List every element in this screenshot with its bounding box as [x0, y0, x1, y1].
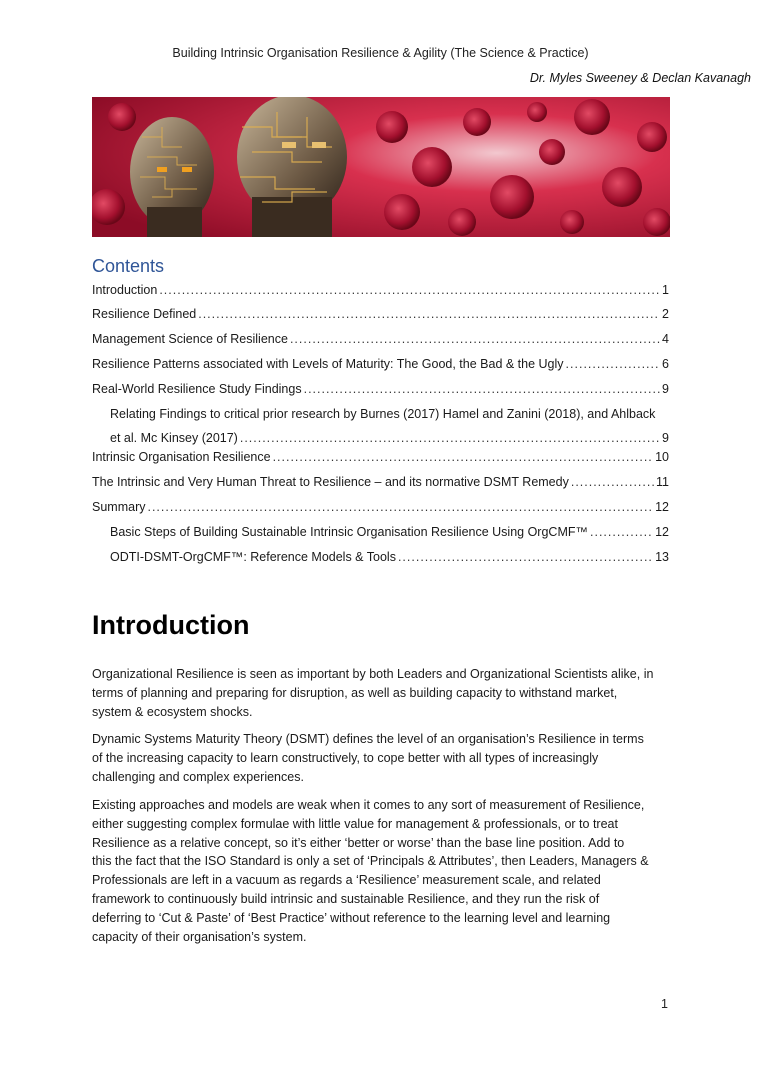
toc-entry-page: 12 [655, 525, 669, 539]
toc-entry-page: 2 [662, 307, 669, 321]
paragraph-line: this the fact that the ISO Standard is only a set of ‘Principals & Attributes’, then Leaders, Managers & [92, 854, 649, 869]
toc-entry-page: 12 [655, 500, 669, 514]
toc-entry-introduction[interactable] [92, 281, 669, 299]
toc-entry-resilience-defined[interactable] [92, 305, 669, 323]
toc-entry-text-line1: Relating Findings to critical prior research by Burnes (2017) Hamel and Zanini (2018), and Ahlback [110, 407, 656, 421]
toc-entry-text: Basic Steps of Building Sustainable Intrinsic Organisation Resilience Using OrgCMF™ [110, 525, 588, 539]
toc-entry-basic-steps[interactable] [110, 523, 669, 541]
toc-entry-resilience-patterns[interactable] [92, 355, 669, 373]
toc-leader-dots [571, 473, 654, 491]
toc-leader-dots [147, 498, 653, 516]
toc-entry-text: et al. Mc Kinsey (2017) [110, 431, 238, 445]
paragraph-line: deferring to ‘Cut & Paste’ of ‘Best Practice’ without reference to the learning level and learning [92, 910, 611, 925]
toc-leader-dots [398, 548, 653, 566]
page-header-title: Building Intrinsic Organisation Resilience & Agility (The Science & Practice) [172, 46, 589, 60]
paragraph-2 [92, 730, 672, 786]
toc-entry-study-findings[interactable] [92, 380, 669, 398]
toc-entry-text: Summary [92, 500, 146, 514]
toc-entry-relating-findings[interactable] [110, 405, 669, 447]
toc-entry-reference-models[interactable] [110, 548, 669, 566]
circuit-head-right [237, 97, 347, 237]
paragraph-line: challenging and complex experiences. [92, 769, 304, 784]
paragraph-line: of the increasing capacity to learn constructively, to cope better with all types of increasingly [92, 750, 599, 765]
paragraph-line: either suggesting complex formulae with little value for management & professionals, or to treat [92, 816, 618, 831]
toc-leader-dots [159, 281, 660, 299]
toc-entry-page: 11 [656, 475, 669, 489]
toc-entry-page: 1 [662, 283, 669, 297]
paragraph-line: capacity of their organisation’s system. [92, 929, 307, 944]
toc-entry-intrinsic-resilience[interactable] [92, 448, 669, 466]
toc-entry-text: Management Science of Resilience [92, 332, 288, 346]
toc-entry-page: 4 [662, 332, 669, 346]
paragraph-1 [92, 665, 672, 721]
contents-heading: Contents [92, 256, 165, 276]
toc-entry-text: Real-World Resilience Study Findings [92, 382, 302, 396]
paragraph-line: Dynamic Systems Maturity Theory (DSMT) defines the level of an organisation’s Resilience in terms [92, 732, 644, 746]
page-header-authors: Dr. Myles Sweeney & Declan Kavanagh [529, 71, 751, 85]
toc-entry-page: 9 [662, 382, 669, 396]
toc-entry-page: 10 [655, 450, 669, 464]
paragraph-line: Resilience as a relative concept, so it’s either ‘better or worse’ than the base line position. Add to [92, 835, 625, 850]
section-heading-introduction: Introduction [92, 610, 250, 640]
toc-entry-page: 6 [662, 357, 669, 371]
toc-entry-summary[interactable] [92, 498, 669, 516]
page-number: 1 [661, 997, 668, 1011]
toc-entry-text: ODTI-DSMT-OrgCMF™: Reference Models & Tools [110, 550, 396, 564]
toc-entry-text: Resilience Defined [92, 307, 197, 321]
toc-leader-dots [290, 330, 660, 348]
paragraph-line: Organizational Resilience is seen as important by both Leaders and Organizational Scientists alike, in [92, 667, 654, 681]
toc-entry-human-threat[interactable] [92, 473, 669, 491]
paragraph-3 [92, 796, 672, 946]
toc-entry-text: The Intrinsic and Very Human Threat to Resilience – and its normative DSMT Remedy [92, 475, 569, 489]
paragraph-line: terms of planning and preparing for disruption, as well as building capacity to withstand market, [92, 685, 618, 700]
toc-leader-dots [304, 380, 660, 398]
toc-leader-dots [590, 523, 653, 541]
toc-entry-text: Intrinsic Organisation Resilience [92, 450, 271, 464]
toc-entry-page: 9 [662, 431, 669, 445]
paragraph-line: system & ecosystem shocks. [92, 704, 253, 719]
toc-leader-dots [273, 448, 654, 466]
toc-entry-text: Introduction [92, 283, 158, 297]
paragraph-line: Existing approaches and models are weak when it comes to any sort of measurement of Resilience, [92, 798, 645, 812]
toc-leader-dots [566, 355, 661, 373]
paragraph-line: Professionals are left in a vacuum as regards a ‘Resilience’ measurement scale, and related [92, 873, 601, 888]
toc-entry-page: 13 [655, 550, 669, 564]
toc-leader-dots [240, 429, 660, 447]
toc-entry-management-science[interactable] [92, 330, 669, 348]
paragraph-line: framework to continuously build intrinsic and sustainable Resilience, and they run the risk of [92, 891, 600, 906]
toc-entry-text: Resilience Patterns associated with Levels of Maturity: The Good, the Bad & the Ugly [92, 357, 564, 371]
toc-leader-dots [198, 305, 660, 323]
banner-image [92, 97, 670, 237]
